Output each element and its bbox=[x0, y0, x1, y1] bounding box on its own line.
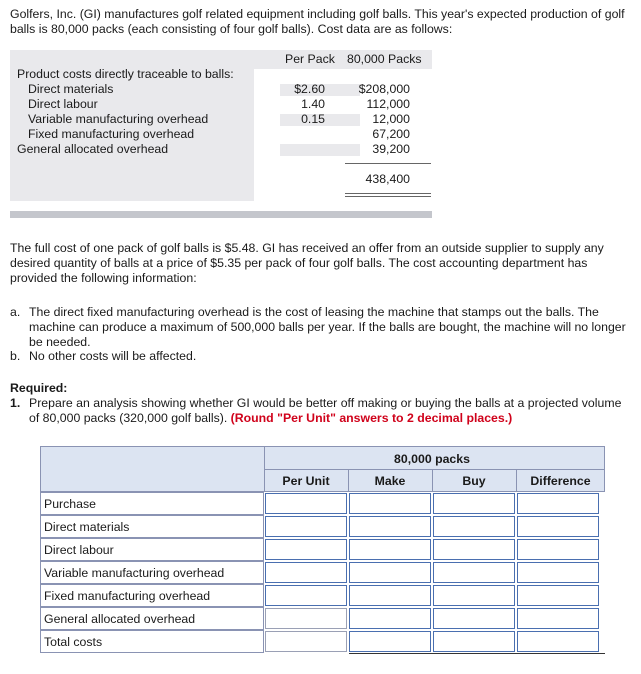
direct-materials-make-input[interactable] bbox=[349, 516, 431, 537]
offer-text: The full cost of one pack of golf balls is $5.48. GI has received an offer from an outside supplier to supply any desired quantity of balls at a price of $5.35 per pack of four golf balls. The cost accounting department has provided the following information: bbox=[10, 241, 604, 285]
total-double-underline bbox=[349, 653, 605, 654]
required-heading: Required: bbox=[10, 381, 68, 395]
required-item-1: 1. Prepare an analysis showing whether GI would be better off making or buying the balls at a projected volume of 80,000 packs (320,000 golf balls). (Round "Per Unit" answers to 2 decimal places.) bbox=[10, 395, 622, 425]
variable-overhead-make-input[interactable] bbox=[349, 562, 431, 583]
total-costs-buy-input[interactable] bbox=[433, 631, 515, 652]
fixed-overhead-buy-input[interactable] bbox=[433, 585, 515, 606]
direct-materials-per-unit-input[interactable] bbox=[265, 516, 347, 537]
direct-labour-per-unit-input[interactable] bbox=[265, 539, 347, 560]
row-per-pack: 0.15 bbox=[301, 112, 325, 126]
row-label: Direct materials bbox=[28, 82, 114, 96]
row-label: General allocated overhead bbox=[17, 142, 169, 156]
make-or-buy-table bbox=[40, 446, 605, 656]
general-overhead-difference-input[interactable] bbox=[517, 608, 599, 629]
row-per-pack: 1.40 bbox=[301, 97, 325, 111]
col-header-per-unit: Per Unit bbox=[282, 474, 330, 488]
rounding-instruction: (Round "Per Unit" answers to 2 decimal places.) bbox=[230, 410, 513, 425]
row-total: 12,000 bbox=[372, 112, 410, 126]
row-label-fixed-overhead: Fixed manufacturing overhead bbox=[40, 584, 264, 607]
general-overhead-make-input[interactable] bbox=[349, 608, 431, 629]
fixed-overhead-difference-input[interactable] bbox=[517, 585, 599, 606]
subtotal-rule bbox=[345, 163, 431, 164]
total-double-rule bbox=[345, 193, 431, 194]
row-per-pack: $2.60 bbox=[294, 82, 325, 96]
direct-materials-difference-input[interactable] bbox=[517, 516, 599, 537]
variable-overhead-buy-input[interactable] bbox=[433, 562, 515, 583]
direct-labour-difference-input[interactable] bbox=[517, 539, 599, 560]
grand-total: 438,400 bbox=[365, 172, 410, 186]
total-costs-difference-input[interactable] bbox=[517, 631, 599, 652]
col-header-per-pack: Per Pack bbox=[285, 52, 335, 66]
row-label-variable-overhead: Variable manufacturing overhead bbox=[40, 561, 264, 584]
purchase-buy-input[interactable] bbox=[433, 493, 515, 514]
row-total: $208,000 bbox=[358, 82, 410, 96]
row-label-total-costs: Total costs bbox=[40, 630, 264, 653]
direct-labour-buy-input[interactable] bbox=[433, 539, 515, 560]
general-overhead-buy-input[interactable] bbox=[433, 608, 515, 629]
total-costs-make-input[interactable] bbox=[349, 631, 431, 652]
fixed-overhead-make-input[interactable] bbox=[349, 585, 431, 606]
purchase-per-unit-input[interactable] bbox=[265, 493, 347, 514]
row-label: Variable manufacturing overhead bbox=[28, 112, 209, 126]
row-label: Direct labour bbox=[28, 97, 98, 111]
row-label-purchase: Purchase bbox=[40, 492, 264, 515]
row-label-direct-labour: Direct labour bbox=[40, 538, 264, 561]
fixed-overhead-per-unit-input[interactable] bbox=[265, 585, 347, 606]
cost-data-table bbox=[10, 50, 432, 218]
variable-overhead-per-unit-input[interactable] bbox=[265, 562, 347, 583]
variable-overhead-difference-input[interactable] bbox=[517, 562, 599, 583]
purchase-difference-input[interactable] bbox=[517, 493, 599, 514]
direct-labour-make-input[interactable] bbox=[349, 539, 431, 560]
total-costs-per-unit-cell bbox=[265, 631, 347, 652]
row-label-general-overhead: General allocated overhead bbox=[40, 607, 264, 630]
col-header-buy: Buy bbox=[462, 474, 486, 488]
col-header-total: 80,000 Packs bbox=[347, 52, 422, 66]
general-overhead-per-unit-cell bbox=[265, 608, 347, 629]
direct-materials-buy-input[interactable] bbox=[433, 516, 515, 537]
row-total: 112,000 bbox=[366, 97, 410, 111]
row-label: Fixed manufacturing overhead bbox=[28, 127, 195, 141]
section-label: Product costs directly traceable to balls: bbox=[17, 67, 234, 81]
intro-text: Golfers, Inc. (GI) manufactures golf related equipment including golf balls. This year's expected production of golf balls is 80,000 packs (each consisting of four golf balls). Cost data are as follows: bbox=[10, 7, 625, 36]
purchase-make-input[interactable] bbox=[349, 493, 431, 514]
col-header-make: Make bbox=[374, 474, 406, 488]
note-b: b. No other costs will be affected. bbox=[10, 349, 197, 364]
notes-list bbox=[10, 305, 632, 364]
note-a: a. The direct fixed manufacturing overhead is the cost of leasing the machine that stamps out the balls. The machine can produce a maximum of 500,000 balls per year. If the balls are bought, the machine will no longer be needed. bbox=[10, 305, 626, 349]
row-total: 67,200 bbox=[372, 127, 410, 141]
group-header-volume: 80,000 packs bbox=[394, 452, 470, 466]
required-section bbox=[10, 381, 632, 425]
row-total: 39,200 bbox=[372, 142, 410, 156]
col-header-difference: Difference bbox=[530, 474, 591, 488]
row-label-direct-materials: Direct materials bbox=[40, 515, 264, 538]
cost-bottom-band bbox=[10, 211, 432, 218]
